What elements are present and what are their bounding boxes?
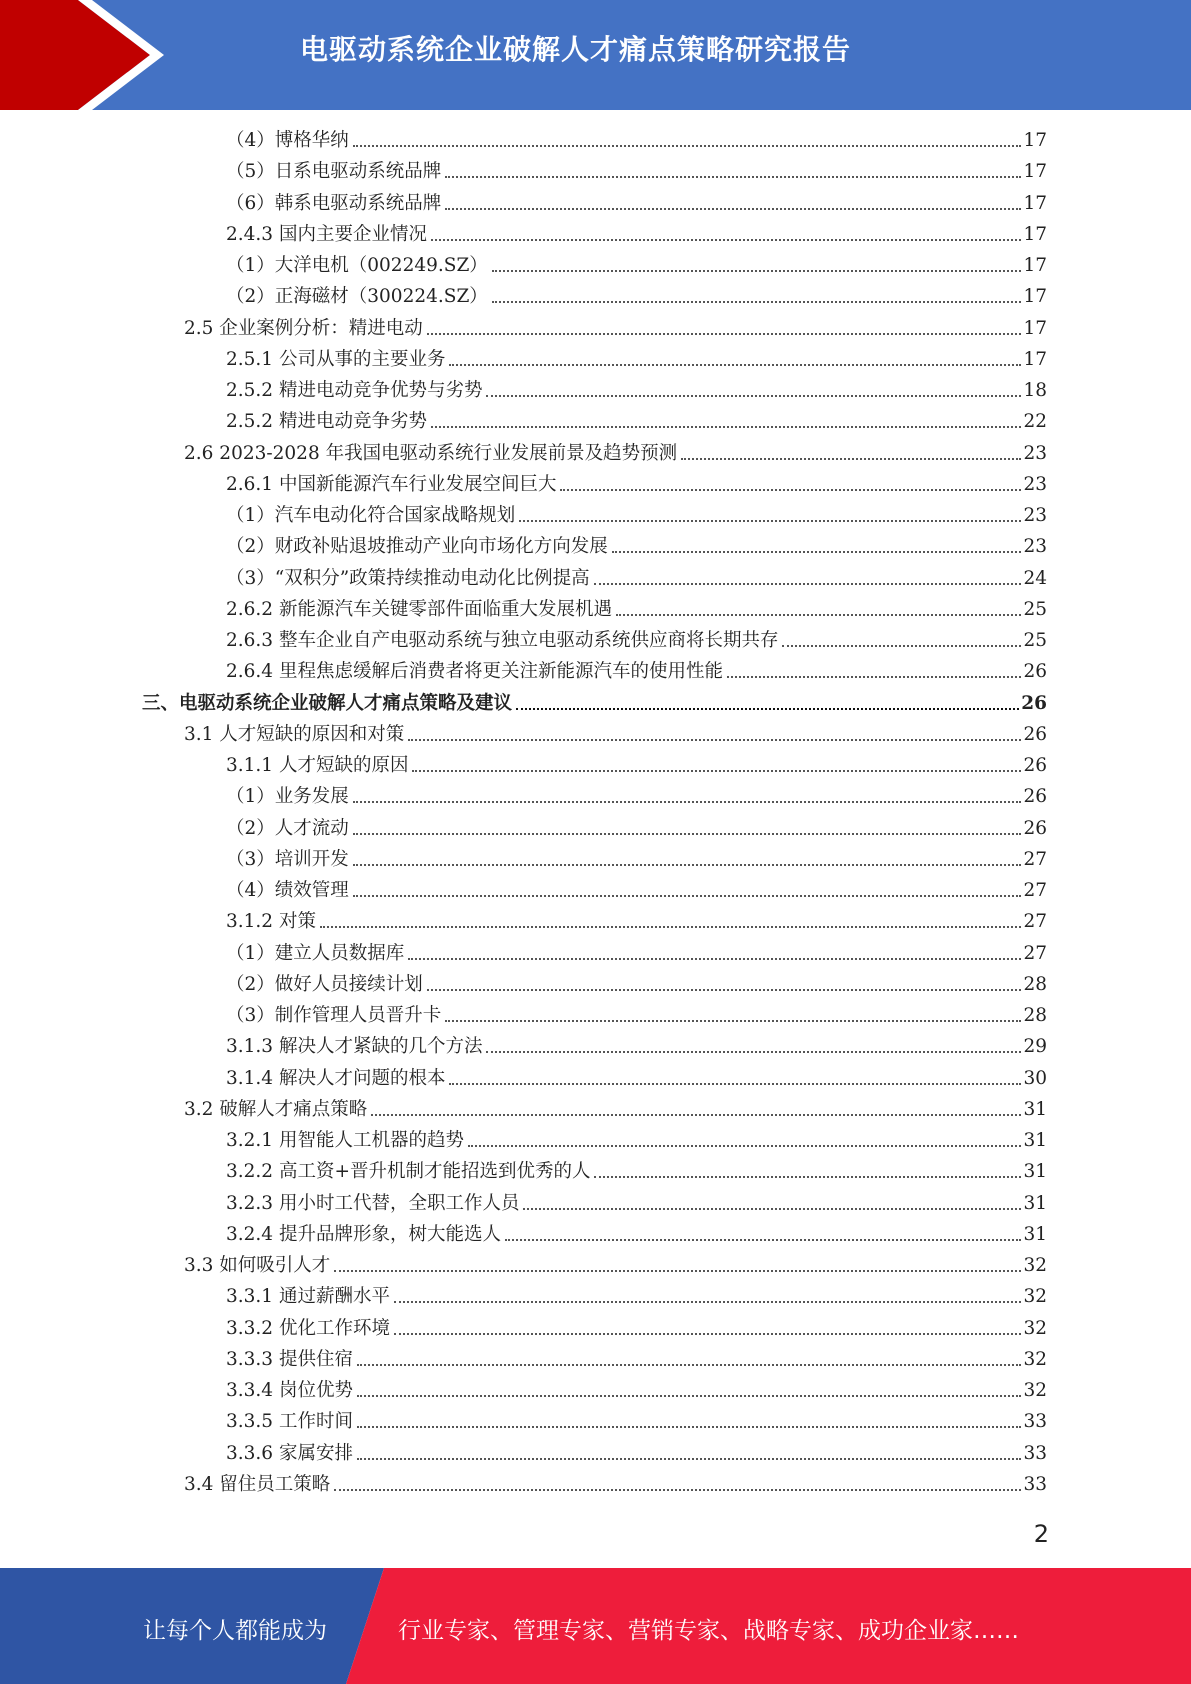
toc-entry-page: 23 xyxy=(1023,442,1047,464)
toc-entry-label: （2）做好人员接续计划 xyxy=(226,973,423,995)
toc-dot-leader xyxy=(516,708,1019,710)
toc-entry[interactable] xyxy=(226,222,1047,248)
toc-entry-page: 32 xyxy=(1023,1380,1047,1401)
toc-entry-label: （1）建立人员数据库 xyxy=(226,942,405,964)
toc-entry-page: 31 xyxy=(1023,1223,1047,1245)
toc-entry-label: （5）日系电驱动系统品牌 xyxy=(226,161,442,183)
toc-entry[interactable] xyxy=(226,347,1047,373)
toc-entry-page: 26 xyxy=(1023,786,1047,808)
toc-dot-leader xyxy=(612,551,1022,553)
toc-dot-leader xyxy=(560,489,1021,491)
toc-entry-label: （6）韩系电驱动系统品牌 xyxy=(226,192,442,214)
toc-entry-page: 17 xyxy=(1023,286,1047,308)
toc-entry[interactable] xyxy=(226,128,1047,154)
toc-entry[interactable] xyxy=(226,1191,1047,1217)
toc-entry[interactable] xyxy=(226,503,1047,529)
toc-entry-page: 27 xyxy=(1023,880,1047,901)
toc-entry[interactable] xyxy=(226,1066,1047,1092)
toc-entry-page: 17 xyxy=(1023,130,1047,151)
toc-entry[interactable] xyxy=(184,316,1047,342)
toc-dot-leader xyxy=(353,801,1022,803)
toc-dot-leader xyxy=(681,458,1021,460)
toc-entry-label: 3.1.4 解决人才问题的根本 xyxy=(226,1067,446,1089)
toc-entry-page: 27 xyxy=(1023,942,1047,964)
toc-entry-page: 23 xyxy=(1023,473,1047,495)
toc-dot-leader xyxy=(320,926,1022,928)
toc-entry-page: 31 xyxy=(1023,1130,1047,1151)
toc-entry-page: 28 xyxy=(1023,1005,1047,1026)
toc-entry-page: 33 xyxy=(1023,1411,1047,1433)
toc-dot-leader xyxy=(334,1489,1021,1491)
toc-entry-label: 3.4 留住员工策略 xyxy=(184,1473,331,1495)
toc-entry-page: 17 xyxy=(1023,317,1047,339)
toc-entry-label: 3.2.1 用智能人工机器的趋势 xyxy=(226,1130,464,1151)
toc-entry[interactable] xyxy=(226,284,1047,310)
toc-entry-page: 29 xyxy=(1023,1036,1047,1058)
toc-dot-leader xyxy=(427,989,1022,991)
toc-entry-page: 18 xyxy=(1023,380,1047,401)
toc-entry-page: 28 xyxy=(1023,973,1047,995)
toc-entry[interactable] xyxy=(226,847,1047,873)
toc-dot-leader xyxy=(357,1426,1022,1428)
toc-dot-leader xyxy=(431,239,1021,241)
toc-entry-page: 33 xyxy=(1023,1473,1047,1495)
toc-dot-leader xyxy=(412,770,1021,772)
toc-dot-leader xyxy=(353,864,1022,866)
toc-dot-leader xyxy=(431,426,1021,428)
toc-entry-label: 2.5.2 精进电动竞争优势与劣势 xyxy=(226,380,483,401)
toc-entry-label: 3.1.2 对策 xyxy=(226,911,316,933)
toc-entry-label: 3.1.3 解决人才紧缺的几个方法 xyxy=(226,1036,483,1058)
toc-entry-label: （2）人才流动 xyxy=(226,817,349,839)
toc-entry[interactable] xyxy=(184,441,1047,467)
toc-entry-label: 3.3 如何吸引人才 xyxy=(184,1255,331,1276)
toc-entry[interactable] xyxy=(226,1409,1047,1435)
toc-entry-page: 23 xyxy=(1023,505,1047,526)
toc-entry-label: 3.3.1 通过薪酬水平 xyxy=(226,1286,390,1308)
toc-entry-label: （4）博格华纳 xyxy=(226,130,349,151)
toc-entry-label: 2.6.1 中国新能源汽车行业发展空间巨大 xyxy=(226,473,557,495)
toc-entry-page: 24 xyxy=(1023,567,1047,589)
toc-entry-label: 2.6 2023-2028 年我国电驱动系统行业发展前景及趋势预测 xyxy=(184,442,678,464)
toc-entry[interactable] xyxy=(226,1128,1047,1154)
toc-dot-leader xyxy=(492,301,1022,303)
toc-entry[interactable] xyxy=(226,784,1047,810)
toc-dot-leader xyxy=(505,1239,1021,1241)
toc-entry-page: 27 xyxy=(1023,911,1047,933)
toc-entry-page: 26 xyxy=(1023,723,1047,745)
toc-entry[interactable] xyxy=(226,1378,1047,1404)
toc-entry-page: 32 xyxy=(1023,1255,1047,1276)
toc-dot-leader xyxy=(486,1051,1021,1053)
toc-entry-page: 23 xyxy=(1023,536,1047,558)
toc-dot-leader xyxy=(445,1020,1021,1022)
toc-entry-page: 26 xyxy=(1021,692,1047,714)
toc-entry[interactable] xyxy=(226,1034,1047,1060)
toc-dot-leader xyxy=(445,208,1021,210)
toc-dot-leader xyxy=(523,1208,1021,1210)
toc-entry-page: 17 xyxy=(1023,223,1047,245)
toc-dot-leader xyxy=(727,676,1021,678)
toc-dot-leader xyxy=(334,1270,1021,1272)
toc-entry-label: 2.5.2 精进电动竞争劣势 xyxy=(226,411,427,433)
toc-dot-leader xyxy=(492,270,1022,272)
toc-entry-label: 2.5.1 公司从事的主要业务 xyxy=(226,348,446,370)
footer-slogan-right: 行业专家、管理专家、营销专家、战略专家、成功企业家…… xyxy=(398,1618,1019,1644)
toc-entry-page: 25 xyxy=(1023,598,1047,620)
toc-entry-page: 27 xyxy=(1023,848,1047,870)
toc-entry-label: （2）正海磁材（300224.SZ） xyxy=(226,286,488,308)
toc-entry[interactable] xyxy=(226,1222,1047,1248)
toc-entry[interactable] xyxy=(226,534,1047,560)
toc-entry-label: 2.5 企业案例分析：精进电动 xyxy=(184,317,423,339)
toc-entry[interactable] xyxy=(142,691,1047,717)
toc-entry-page: 26 xyxy=(1023,661,1047,683)
toc-entry-page: 31 xyxy=(1023,1192,1047,1214)
toc-entry-label: 3.3.5 工作时间 xyxy=(226,1411,353,1433)
report-title: 电驱动系统企业破解人才痛点策略研究报告 xyxy=(300,33,852,66)
toc-entry-label: （1）汽车电动化符合国家战略规划 xyxy=(226,505,516,526)
toc-dot-leader xyxy=(357,1458,1022,1460)
toc-entry-label: 2.4.3 国内主要企业情况 xyxy=(226,223,427,245)
toc-entry-page: 17 xyxy=(1023,192,1047,214)
toc-entry-page: 17 xyxy=(1023,348,1047,370)
toc-entry-page: 17 xyxy=(1023,255,1047,276)
toc-entry-page: 26 xyxy=(1023,755,1047,776)
toc-entry-label: 3.2.2 高工资+晋升机制才能招选到优秀的人 xyxy=(226,1161,591,1183)
toc-entry-label: 3.3.6 家属安排 xyxy=(226,1442,353,1464)
toc-entry[interactable] xyxy=(184,1253,1047,1279)
toc-entry[interactable] xyxy=(226,566,1047,592)
toc-dot-leader xyxy=(519,520,1021,522)
toc-entry[interactable] xyxy=(226,816,1047,842)
toc-entry-page: 32 xyxy=(1023,1317,1047,1339)
toc-entry-label: （3）培训开发 xyxy=(226,848,349,870)
toc-entry-label: 3.2.3 用小时工代替，全职工作人员 xyxy=(226,1192,520,1214)
toc-entry[interactable] xyxy=(226,878,1047,904)
page-header xyxy=(0,0,1191,110)
toc-dot-leader xyxy=(616,614,1021,616)
toc-entry[interactable] xyxy=(226,909,1047,935)
toc-entry-label: 3.3.3 提供住宿 xyxy=(226,1348,353,1370)
toc-dot-leader xyxy=(371,1114,1021,1116)
toc-entry[interactable] xyxy=(226,972,1047,998)
toc-entry[interactable] xyxy=(226,1159,1047,1185)
toc-entry[interactable] xyxy=(226,378,1047,404)
toc-entry[interactable] xyxy=(226,1316,1047,1342)
toc-entry[interactable] xyxy=(226,941,1047,967)
toc-entry-label: 3.3.4 岗位优势 xyxy=(226,1380,353,1401)
toc-entry[interactable] xyxy=(226,1347,1047,1373)
toc-entry[interactable] xyxy=(184,722,1047,748)
toc-dot-leader xyxy=(353,895,1022,897)
toc-entry-page: 33 xyxy=(1023,1442,1047,1464)
page-footer xyxy=(0,1568,1191,1684)
toc-entry-label: 2.6.4 里程焦虑缓解后消费者将更关注新能源汽车的使用性能 xyxy=(226,661,723,683)
toc-entry[interactable] xyxy=(226,159,1047,185)
toc-entry-label: （3）“双积分”政策持续推动电动化比例提高 xyxy=(226,567,590,589)
toc-entry[interactable] xyxy=(226,409,1047,435)
toc-entry-page: 25 xyxy=(1023,630,1047,651)
toc-entry-label: 3.3.2 优化工作环境 xyxy=(226,1317,390,1339)
header-red-shape xyxy=(0,0,150,110)
toc-entry[interactable] xyxy=(226,1003,1047,1029)
toc-entry-page: 31 xyxy=(1023,1098,1047,1120)
toc-dot-leader xyxy=(394,1301,1021,1303)
toc-entry-label: 3.2 破解人才痛点策略 xyxy=(184,1098,368,1120)
toc-entry-page: 17 xyxy=(1023,161,1047,183)
toc-entry[interactable] xyxy=(226,628,1047,654)
toc-entry[interactable] xyxy=(226,1284,1047,1310)
toc-entry-page: 30 xyxy=(1023,1067,1047,1089)
toc-entry[interactable] xyxy=(226,472,1047,498)
toc-entry-label: （3）制作管理人员晋升卡 xyxy=(226,1005,442,1026)
toc-dot-leader xyxy=(486,395,1021,397)
toc-entry-label: （4）绩效管理 xyxy=(226,880,349,901)
toc-entry-label: 2.6.3 整车企业自产电驱动系统与独立电驱动系统供应商将长期共存 xyxy=(226,630,779,651)
toc-entry-label: 3.1 人才短缺的原因和对策 xyxy=(184,723,405,745)
toc-dot-leader xyxy=(353,145,1022,147)
toc-entry-page: 26 xyxy=(1023,817,1047,839)
toc-entry[interactable] xyxy=(226,1441,1047,1467)
page-number: 2 xyxy=(1033,1520,1049,1548)
toc-entry-label: （1）业务发展 xyxy=(226,786,349,808)
toc-dot-leader xyxy=(357,1364,1022,1366)
toc-entry-label: 2.6.2 新能源汽车关键零部件面临重大发展机遇 xyxy=(226,598,612,620)
toc-dot-leader xyxy=(594,1176,1021,1178)
toc-dot-leader xyxy=(445,176,1021,178)
toc-entry-label: 3.1.1 人才短缺的原因 xyxy=(226,755,409,776)
toc-entry-label: （2）财政补贴退坡推动产业向市场化方向发展 xyxy=(226,536,608,558)
toc-entry[interactable] xyxy=(226,597,1047,623)
toc-entry-page: 31 xyxy=(1023,1161,1047,1183)
toc-dot-leader xyxy=(353,833,1022,835)
toc-dot-leader xyxy=(394,1333,1021,1335)
toc-dot-leader xyxy=(408,958,1021,960)
toc-entry-page: 32 xyxy=(1023,1348,1047,1370)
toc-entry[interactable] xyxy=(226,753,1047,779)
toc-dot-leader xyxy=(427,333,1022,335)
footer-slogan-left: 让每个人都能成为 xyxy=(143,1618,327,1644)
toc-entry[interactable] xyxy=(184,1472,1047,1498)
toc-dot-leader xyxy=(449,364,1021,366)
toc-entry-page: 32 xyxy=(1023,1286,1047,1308)
toc-dot-leader xyxy=(449,1083,1021,1085)
toc-entry-label: （1）大洋电机（002249.SZ） xyxy=(226,255,488,276)
toc-entry[interactable] xyxy=(226,659,1047,685)
toc-dot-leader xyxy=(594,583,1022,585)
toc-dot-leader xyxy=(468,1145,1021,1147)
toc-entry-label: 3.2.4 提升品牌形象，树大能选人 xyxy=(226,1223,501,1245)
toc-entry-page: 22 xyxy=(1023,411,1047,433)
toc-entry-label: 三、电驱动系统企业破解人才痛点策略及建议 xyxy=(142,692,513,714)
toc-dot-leader xyxy=(782,645,1021,647)
toc-entry[interactable] xyxy=(184,1097,1047,1123)
toc-entry[interactable] xyxy=(226,253,1047,279)
toc-dot-leader xyxy=(357,1395,1022,1397)
toc-dot-leader xyxy=(408,739,1021,741)
toc-entry[interactable] xyxy=(226,191,1047,217)
